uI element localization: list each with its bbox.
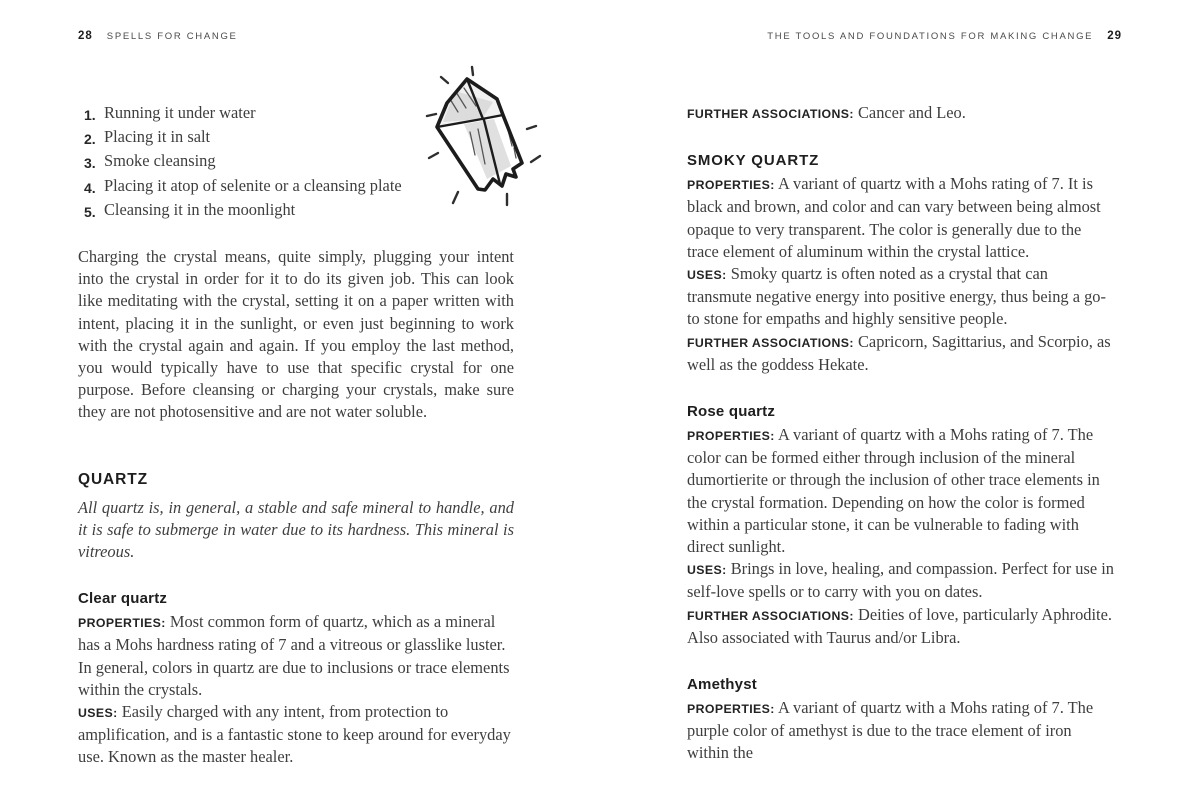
quartz-intro-paragraph: All quartz is, in general, a stable and safe mineral to handle, and it is safe to submerge in water due to its hardness. This mineral is vitreous. — [78, 497, 514, 562]
running-head-left — [78, 30, 238, 42]
properties-text: A variant of quartz with a Mohs rating of 7. The purple color of amethyst is due to the trace element of iron within the — [687, 698, 1094, 763]
list-item-number: 5. — [84, 203, 96, 220]
smoky-quartz-properties — [687, 173, 1114, 263]
rose-quartz-uses — [687, 558, 1114, 603]
uses-label: USES: — [687, 563, 727, 578]
further-associations-label: FURTHER ASSOCIATIONS: — [687, 335, 854, 350]
rose-quartz-heading: Rose quartz — [687, 403, 776, 421]
running-head-left-title: SPELLS FOR CHANGE — [106, 30, 238, 42]
quartz-section-heading: QUARTZ — [78, 470, 148, 488]
list-item-number: 4. — [84, 179, 96, 196]
clear-quartz-heading: Clear quartz — [78, 590, 168, 608]
list-item — [84, 175, 514, 199]
clear-quartz-uses — [78, 701, 514, 769]
rose-quartz-properties — [687, 424, 1114, 558]
list-item-text: Cleansing it in the moonlight — [104, 199, 296, 219]
list-item-number: 3. — [84, 155, 96, 172]
properties-text: A variant of quartz with a Mohs rating of 7. It is black and brown, and color and can vary between being almost opaque to very transparent. The color is generally due to the trace element of aluminum within the crystal lattice. — [687, 174, 1101, 261]
further-associations-label: FURTHER ASSOCIATIONS: — [687, 608, 854, 623]
list-item — [84, 102, 514, 126]
clear-quartz-properties — [78, 611, 514, 701]
list-item — [84, 199, 514, 223]
uses-text: Brings in love, healing, and compassion. Perfect for use in self-love spells or to carry with you on dates. — [687, 559, 1114, 602]
uses-label: USES: — [78, 706, 118, 721]
list-item-text: Smoke cleansing — [104, 151, 216, 171]
properties-text: Most common form of quartz, which as a mineral has a Mohs hardness rating of 7 and a vitreous or glasslike luster. In general, colors in quartz are due to inclusions or trace elements within the crystals. — [78, 612, 510, 699]
properties-label: PROPERTIES: — [78, 616, 166, 631]
uses-text: Easily charged with any intent, from protection to amplification, and is a fantastic stone to keep around for everyday use. Known as the master healer. — [78, 702, 511, 767]
amethyst-properties — [687, 697, 1114, 765]
list-item — [84, 126, 514, 150]
smoky-quartz-further-associations — [687, 331, 1114, 376]
rose-quartz-further-associations — [687, 604, 1114, 649]
list-item-number: 2. — [84, 131, 96, 148]
page-number-left: 28 — [78, 30, 93, 42]
uses-label: USES: — [687, 268, 727, 283]
page-number-right: 29 — [1107, 30, 1122, 42]
properties-label: PROPERTIES: — [687, 702, 775, 717]
running-head-right — [767, 30, 1122, 42]
amethyst-heading: Amethyst — [687, 676, 757, 694]
list-item-text: Placing it in salt — [104, 127, 211, 147]
right-page-column — [687, 102, 1114, 765]
cleansing-methods-list — [84, 102, 514, 223]
list-item — [84, 150, 514, 174]
uses-text: Smoky quartz is often noted as a crystal that can transmute negative energy into positive energy, thus being a go-to stone for empaths and highly sensitive people. — [687, 264, 1106, 329]
charging-paragraph: Charging the crystal means, quite simply, plugging your intent into the crystal in order for it to do its given job. This can look like meditating with the crystal, setting it on a paper written with intent, placing it in the sunlight, or even just beginning to work with the crystal again and again. If you employ the last method, you would typically have to use that specific crystal for one purpose. Before cleansing or charging your crystals, make sure they are not photosensitive and are not water soluble. — [78, 247, 514, 422]
list-item-text: Running it under water — [104, 103, 256, 122]
smoky-quartz-uses — [687, 263, 1114, 331]
properties-label: PROPERTIES: — [687, 429, 775, 444]
further-associations-text: Capricorn, Sagittarius, and Scorpio, as well as the goddess Hekate. — [687, 331, 1111, 374]
running-head-right-title: THE TOOLS AND FOUNDATIONS FOR MAKING CHANGE — [767, 30, 1094, 42]
further-associations-text: Deities of love, particularly Aphrodite. Also associated with Taurus and/or Libra. — [687, 604, 1112, 647]
further-associations-label: FURTHER ASSOCIATIONS: — [687, 107, 854, 121]
properties-label: PROPERTIES: — [687, 178, 775, 193]
smoky-quartz-heading: SMOKY QUARTZ — [687, 152, 820, 170]
further-associations-text: Cancer and Leo. — [858, 103, 966, 122]
properties-text: A variant of quartz with a Mohs rating of 7. The color can be formed either through inclusion of the mineral dumortierite or through the inclusion of other trace elements in the crystal formation. Depending on how the color is formed within a particular stone, it can be vulnerable to fading with direct sunlight. — [687, 425, 1100, 557]
list-item-number: 1. — [84, 107, 96, 123]
list-item-text: Placing it atop of selenite or a cleansing plate — [104, 175, 402, 195]
clear-quartz-further-associations — [687, 102, 1114, 125]
left-page-column — [78, 102, 514, 769]
